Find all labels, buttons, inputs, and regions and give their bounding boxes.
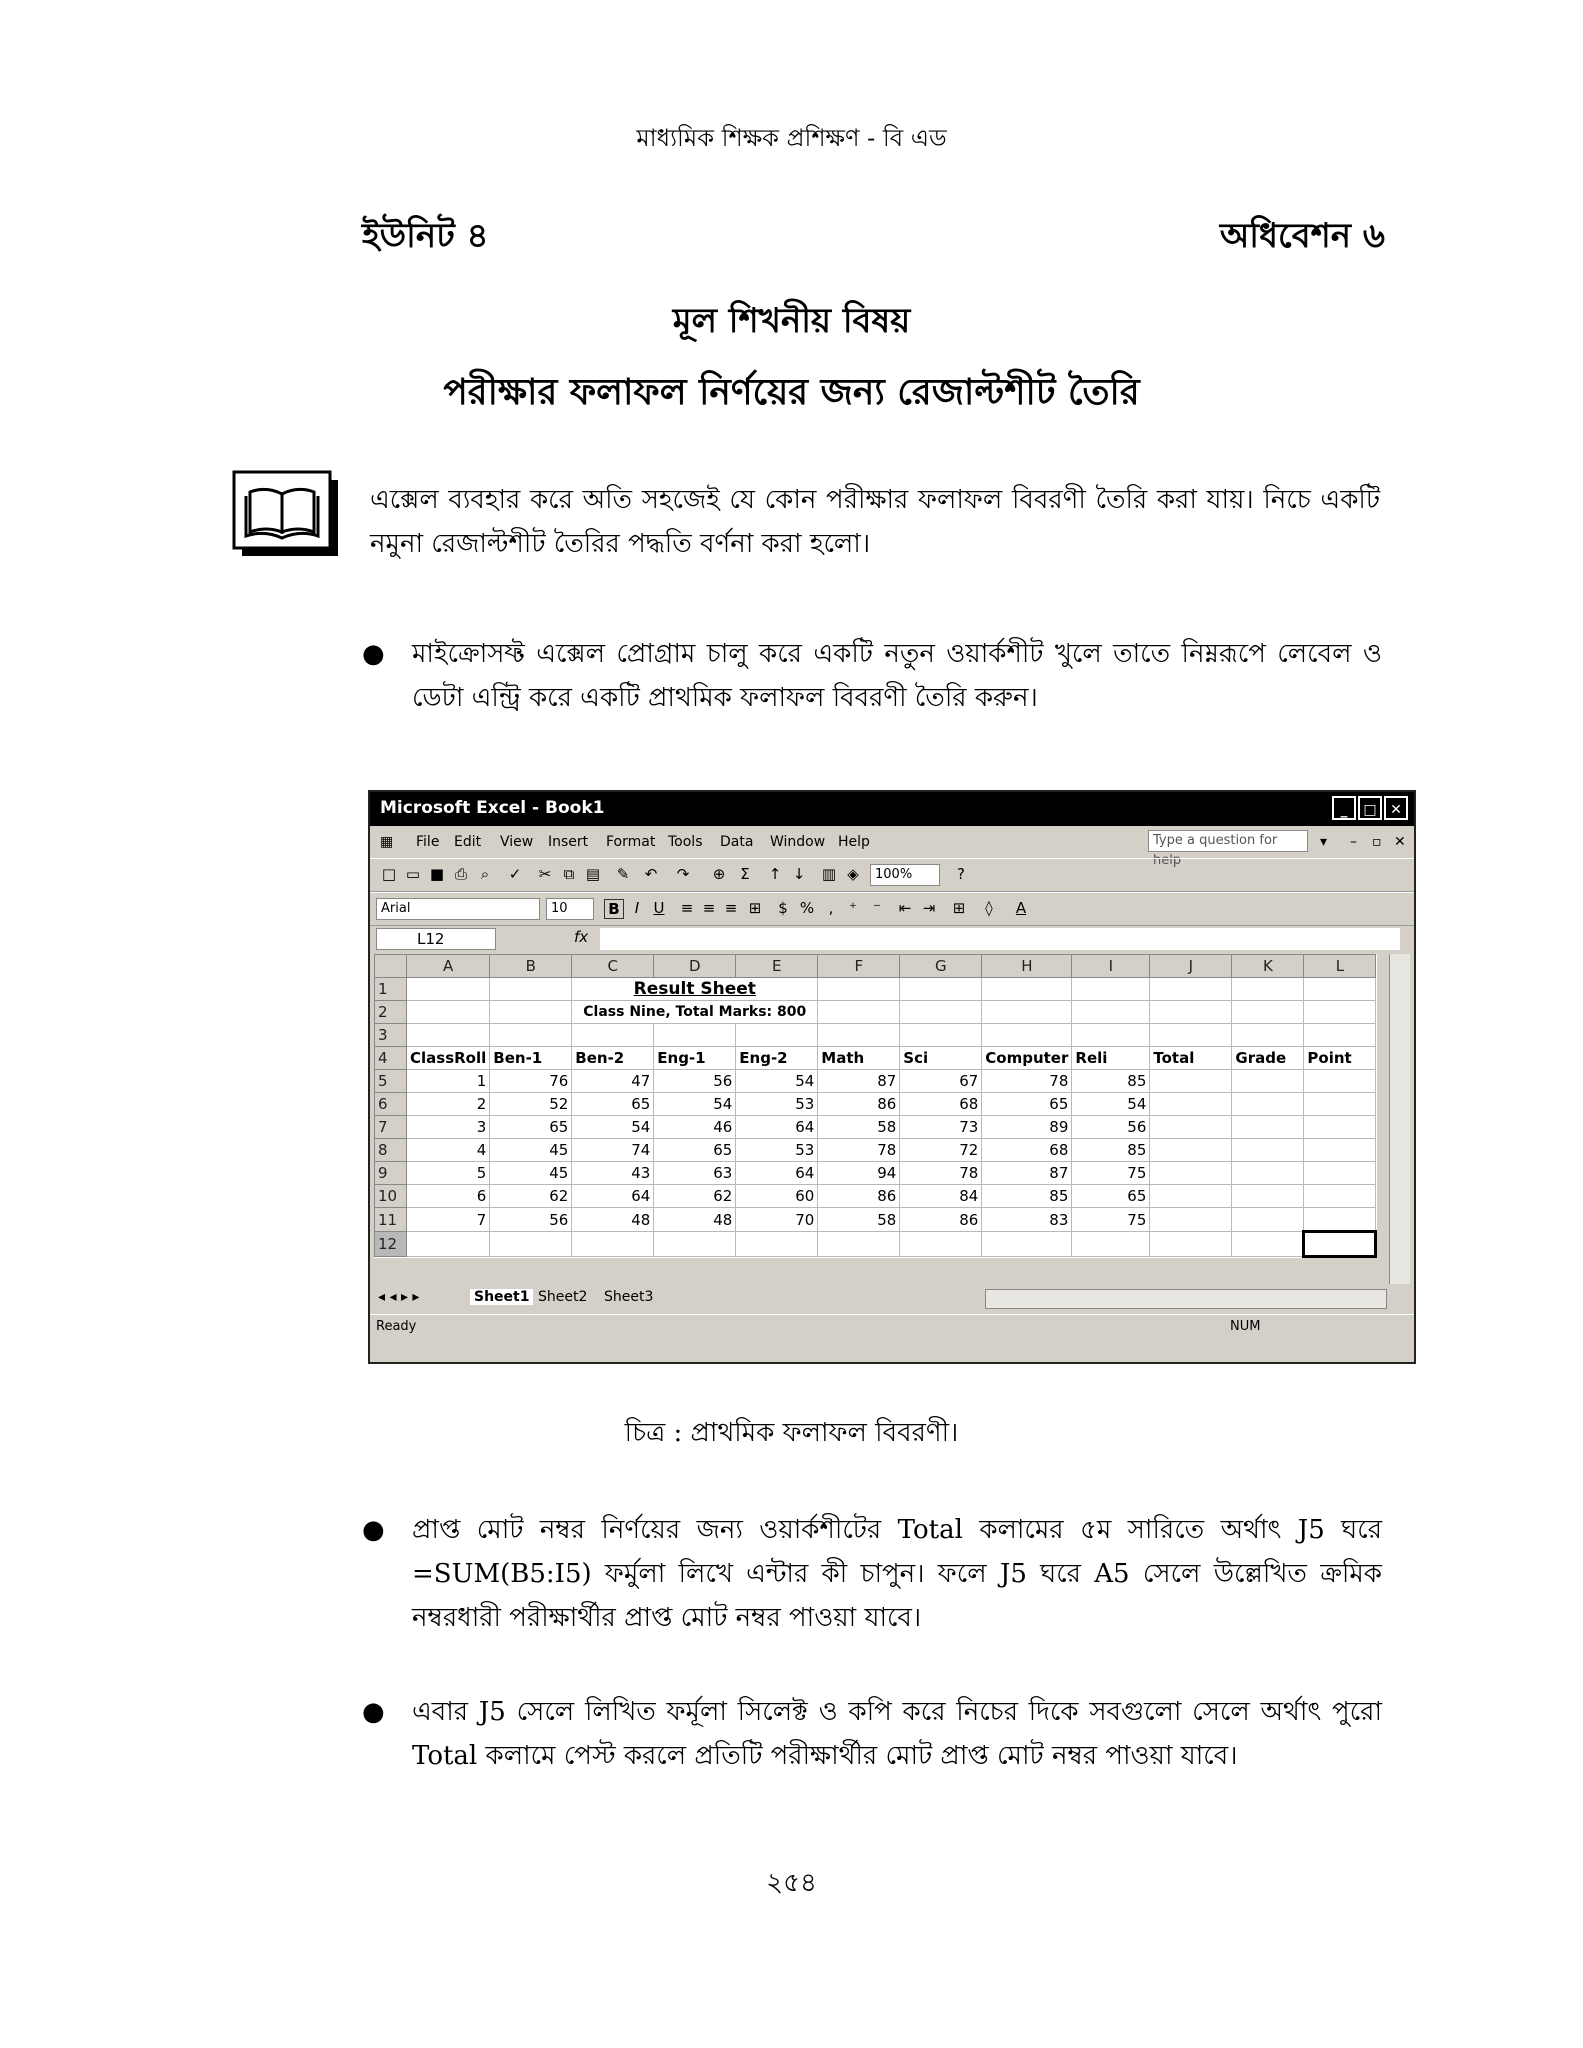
cell[interactable]: [1150, 1093, 1232, 1116]
excel-title: Microsoft Excel - Book1: [380, 798, 605, 818]
cell[interactable]: [900, 1024, 982, 1047]
cell[interactable]: [1304, 978, 1376, 1001]
comma-icon[interactable]: ,: [828, 899, 834, 917]
zoom-select[interactable]: 100%: [870, 864, 940, 886]
increase-decimal-icon[interactable]: ⁺: [849, 899, 857, 917]
cell[interactable]: [572, 1232, 654, 1257]
cell[interactable]: 53: [736, 1093, 818, 1116]
cell[interactable]: [1232, 1185, 1304, 1208]
menu-file[interactable]: File: [416, 834, 440, 850]
menu-data[interactable]: Data: [720, 834, 754, 850]
cell[interactable]: 74: [572, 1139, 654, 1162]
cell[interactable]: 5: [407, 1162, 490, 1185]
doc-restore-icon[interactable]: ▫: [1372, 834, 1382, 850]
cell[interactable]: 70: [736, 1208, 818, 1232]
font-select[interactable]: Arial: [376, 898, 540, 920]
cell[interactable]: [1150, 1070, 1232, 1093]
cell[interactable]: [1232, 1162, 1304, 1185]
cell[interactable]: [654, 1232, 736, 1257]
cell[interactable]: 2: [407, 1093, 490, 1116]
chart-icon[interactable]: ▥: [821, 865, 837, 883]
column-label-cell[interactable]: Reli: [1072, 1047, 1150, 1070]
cell[interactable]: 65: [572, 1093, 654, 1116]
status-bar: [370, 1314, 1414, 1339]
cell[interactable]: [490, 1232, 572, 1257]
menu-view[interactable]: View: [500, 834, 534, 850]
row-header[interactable]: 10: [375, 1185, 407, 1208]
tab-sheet3[interactable]: Sheet3: [604, 1289, 654, 1305]
font-size-select[interactable]: 10: [546, 898, 594, 920]
cell[interactable]: 45: [490, 1139, 572, 1162]
cell[interactable]: 56: [1072, 1116, 1150, 1139]
merge-center-icon[interactable]: ⊞: [748, 899, 762, 917]
print-icon[interactable]: ⎙: [454, 865, 467, 883]
cell[interactable]: 73: [900, 1116, 982, 1139]
cell[interactable]: 64: [736, 1162, 818, 1185]
session-label: অধিবেশন ৬: [1219, 216, 1385, 256]
hyperlink-icon[interactable]: ⊕: [712, 865, 726, 883]
excel-app-icon[interactable]: ▦: [380, 834, 394, 850]
open-icon[interactable]: ▭: [405, 865, 421, 883]
cell[interactable]: 63: [654, 1162, 736, 1185]
cell[interactable]: [982, 978, 1072, 1001]
row-header[interactable]: 8: [375, 1139, 407, 1162]
cell[interactable]: [1232, 1093, 1304, 1116]
cell[interactable]: 65: [654, 1139, 736, 1162]
cell[interactable]: [654, 1024, 736, 1047]
cell[interactable]: 7: [407, 1208, 490, 1232]
cell[interactable]: [818, 1232, 900, 1257]
bullet-text: প্রাপ্ত মোট নম্বর নির্ণয়ের জন্য ওয়ার্কশীটের Total কলামের ৫ম সারিতে অর্থাৎ J5 ঘরে =SUM(B5:I5) ফর্মুলা লিখে এন্টার কী চাপুন। ফলে J5 ঘরে A5 সেলে উল্লেখিত ক্রমিক নম্বরধারী পরীক্ষার্থীর প্রাপ্ত মোট নম্বর পাওয়া যাবে।: [412, 1515, 1382, 1633]
cell[interactable]: 54: [572, 1116, 654, 1139]
tab-sheet1[interactable]: Sheet1: [470, 1289, 533, 1305]
column-header[interactable]: D: [654, 955, 736, 978]
cell[interactable]: [1150, 1024, 1232, 1047]
cell[interactable]: 54: [1072, 1093, 1150, 1116]
formula-input[interactable]: [600, 928, 1400, 950]
tab-sheet2[interactable]: Sheet2: [538, 1289, 588, 1305]
cell[interactable]: 45: [490, 1162, 572, 1185]
cell[interactable]: 76: [490, 1070, 572, 1093]
cell[interactable]: 3: [407, 1116, 490, 1139]
cell[interactable]: 64: [572, 1185, 654, 1208]
cell[interactable]: [818, 1024, 900, 1047]
cell[interactable]: [1072, 1001, 1150, 1024]
bullet-item: [362, 632, 1382, 732]
autosum-icon[interactable]: Σ: [740, 865, 750, 883]
cell[interactable]: [407, 1001, 490, 1024]
cell[interactable]: 60: [736, 1185, 818, 1208]
page-title: পরীক্ষার ফলাফল নির্ণয়ের জন্য রেজাল্টশীট তৈরি: [443, 371, 1140, 413]
cell[interactable]: [1232, 1001, 1304, 1024]
font-color-icon[interactable]: A: [1015, 899, 1027, 917]
cell[interactable]: [1304, 1001, 1376, 1024]
row-header[interactable]: 11: [375, 1208, 407, 1232]
row-header[interactable]: 3: [375, 1024, 407, 1047]
cell[interactable]: [1150, 1139, 1232, 1162]
cell[interactable]: [1304, 1162, 1376, 1185]
cell[interactable]: 94: [818, 1162, 900, 1185]
vertical-scrollbar[interactable]: [1389, 954, 1410, 1284]
help-search-input[interactable]: Type a question for help: [1148, 830, 1308, 852]
cell[interactable]: 43: [572, 1162, 654, 1185]
standard-toolbar: [370, 858, 1414, 892]
topic-heading: মূল শিখনীয় বিষয়: [672, 301, 911, 341]
cell[interactable]: 68: [900, 1093, 982, 1116]
cell[interactable]: 65: [982, 1093, 1072, 1116]
unit-label: ইউনিট ৪: [362, 216, 489, 256]
align-left-icon[interactable]: ≡: [680, 899, 694, 917]
cell[interactable]: [407, 978, 490, 1001]
bullet-text: মাইক্রোসফ্ট এক্সেল প্রোগ্রাম চালু করে একটি নতুন ওয়ার্কশীট খুলে তাতে নিম্নরূপে লেবেল ও ডেটা এন্ট্রি করে একটি প্রাথমিক ফলাফল বিবরণী তৈরি করুন।: [412, 639, 1382, 713]
cell[interactable]: 75: [1072, 1162, 1150, 1185]
cut-icon[interactable]: ✂: [538, 865, 552, 883]
minimize-button[interactable]: _: [1332, 796, 1356, 820]
active-cell[interactable]: [1304, 1232, 1376, 1257]
menu-insert[interactable]: Insert: [548, 834, 589, 850]
name-box[interactable]: L12: [376, 928, 496, 950]
cell[interactable]: 89: [982, 1116, 1072, 1139]
cell[interactable]: 86: [818, 1185, 900, 1208]
cell[interactable]: [1232, 1116, 1304, 1139]
cell[interactable]: 85: [1072, 1070, 1150, 1093]
redo-icon[interactable]: ↷: [676, 865, 690, 883]
bullet-item: [362, 1690, 1382, 1790]
cell[interactable]: [900, 1001, 982, 1024]
bullet-item: [362, 1508, 1382, 1648]
cell[interactable]: [1150, 978, 1232, 1001]
row-header[interactable]: 9: [375, 1162, 407, 1185]
menu-window[interactable]: Window: [770, 834, 826, 850]
cell[interactable]: 78: [982, 1070, 1072, 1093]
cell[interactable]: [1072, 1024, 1150, 1047]
cell[interactable]: 56: [654, 1070, 736, 1093]
undo-icon[interactable]: ↶: [644, 865, 658, 883]
cell[interactable]: [490, 1001, 572, 1024]
cell[interactable]: [1150, 1116, 1232, 1139]
save-icon[interactable]: ■: [429, 865, 445, 883]
cell[interactable]: 78: [818, 1139, 900, 1162]
cell[interactable]: [1304, 1208, 1376, 1232]
cell[interactable]: [490, 1024, 572, 1047]
cell[interactable]: [982, 1232, 1072, 1257]
help-icon[interactable]: ?: [957, 865, 965, 883]
cell[interactable]: 87: [818, 1070, 900, 1093]
column-label-cell[interactable]: Point: [1304, 1047, 1376, 1070]
worksheet-grid: [374, 954, 1377, 1258]
cell[interactable]: 4: [407, 1139, 490, 1162]
menu-edit[interactable]: Edit: [454, 834, 482, 850]
cell[interactable]: [1150, 1232, 1232, 1257]
cell[interactable]: 48: [654, 1208, 736, 1232]
row-header[interactable]: 12: [375, 1232, 407, 1257]
cell[interactable]: [407, 1232, 490, 1257]
excel-titlebar: [370, 792, 1414, 826]
select-all-corner[interactable]: [375, 955, 407, 978]
column-header[interactable]: G: [900, 955, 982, 978]
cell[interactable]: 52: [490, 1093, 572, 1116]
cell[interactable]: [1304, 1070, 1376, 1093]
cell[interactable]: [1150, 1162, 1232, 1185]
percent-icon[interactable]: %: [799, 899, 815, 917]
row-header[interactable]: 7: [375, 1116, 407, 1139]
new-icon[interactable]: □: [381, 865, 397, 883]
maximize-button[interactable]: □: [1358, 796, 1382, 820]
close-button[interactable]: ✕: [1384, 796, 1408, 820]
column-header[interactable]: E: [736, 955, 818, 978]
drawing-icon[interactable]: ◈: [847, 865, 859, 883]
row-header[interactable]: 6: [375, 1093, 407, 1116]
cell[interactable]: 65: [1072, 1185, 1150, 1208]
horizontal-scrollbar[interactable]: [985, 1289, 1387, 1309]
doc-close-icon[interactable]: ✕: [1394, 834, 1406, 850]
status-text: Ready: [376, 1319, 417, 1334]
cell[interactable]: [1232, 1024, 1304, 1047]
copy-icon[interactable]: ⧉: [563, 865, 575, 883]
formatting-toolbar: [370, 892, 1414, 926]
cell[interactable]: 54: [736, 1070, 818, 1093]
column-header[interactable]: K: [1232, 955, 1304, 978]
cell[interactable]: [1304, 1116, 1376, 1139]
cell[interactable]: [982, 1024, 1072, 1047]
cell[interactable]: [1232, 978, 1304, 1001]
bold-icon[interactable]: B: [604, 899, 624, 919]
cell[interactable]: 68: [982, 1139, 1072, 1162]
column-label-cell[interactable]: Ben-2: [572, 1047, 654, 1070]
cell[interactable]: [982, 1001, 1072, 1024]
menu-format[interactable]: Format: [606, 834, 656, 850]
column-label-cell[interactable]: Eng-2: [736, 1047, 818, 1070]
column-label-cell[interactable]: Eng-1: [654, 1047, 736, 1070]
cell[interactable]: 48: [572, 1208, 654, 1232]
row-header[interactable]: 5: [375, 1070, 407, 1093]
column-header[interactable]: F: [818, 955, 900, 978]
cell[interactable]: [1150, 1208, 1232, 1232]
cell[interactable]: 85: [982, 1185, 1072, 1208]
column-header[interactable]: C: [572, 955, 654, 978]
tab-nav-icon[interactable]: ◂ ◂ ▸ ▸: [378, 1289, 420, 1305]
cell[interactable]: [1232, 1070, 1304, 1093]
cell[interactable]: 85: [1072, 1139, 1150, 1162]
column-header[interactable]: H: [982, 955, 1072, 978]
cell[interactable]: 64: [736, 1116, 818, 1139]
preview-icon[interactable]: ⌕: [480, 865, 490, 883]
cell[interactable]: 58: [818, 1116, 900, 1139]
column-label-cell[interactable]: Computer: [982, 1047, 1072, 1070]
column-label-cell[interactable]: Sci: [900, 1047, 982, 1070]
paste-icon[interactable]: ▤: [585, 865, 601, 883]
format-painter-icon[interactable]: ✎: [616, 865, 630, 883]
cell[interactable]: [1304, 1024, 1376, 1047]
cell[interactable]: 54: [654, 1093, 736, 1116]
cell[interactable]: [1072, 1232, 1150, 1257]
column-label-cell[interactable]: Ben-1: [490, 1047, 572, 1070]
cell[interactable]: 75: [1072, 1208, 1150, 1232]
bullet-dot: ●: [362, 639, 385, 669]
num-lock-indicator: NUM: [1230, 1319, 1261, 1334]
cell[interactable]: [818, 1001, 900, 1024]
intro-paragraph: এক্সেল ব্যবহার করে অতি সহজেই যে কোন পরীক্ষার ফলাফল বিবরণী তৈরি করা যায়। নিচে একটি নমুনা রেজাল্টশীট তৈরির পদ্ধতি বর্ণনা করা হলো।: [370, 485, 1380, 559]
column-label-cell[interactable]: ClassRoll: [407, 1047, 490, 1070]
spelling-icon[interactable]: ✓: [508, 865, 522, 883]
column-label-cell[interactable]: Total: [1150, 1047, 1232, 1070]
sheet-title-cell[interactable]: Result Sheet: [572, 978, 818, 1001]
cell[interactable]: [1072, 978, 1150, 1001]
cell[interactable]: 87: [982, 1162, 1072, 1185]
formula-bar: [370, 926, 1414, 952]
row-header[interactable]: 4: [375, 1047, 407, 1070]
column-header[interactable]: A: [407, 955, 490, 978]
column-header[interactable]: J: [1150, 955, 1232, 978]
cell[interactable]: 78: [900, 1162, 982, 1185]
running-header: মাধ্যমিক শিক্ষক প্রশিক্ষণ - বি এড: [636, 124, 947, 152]
bullet-dot: ●: [362, 1515, 385, 1545]
cell[interactable]: 47: [572, 1070, 654, 1093]
currency-icon[interactable]: $: [778, 899, 788, 917]
column-label-cell[interactable]: Grade: [1232, 1047, 1304, 1070]
cell[interactable]: 72: [900, 1139, 982, 1162]
cell[interactable]: [1304, 1093, 1376, 1116]
cell[interactable]: [1232, 1232, 1304, 1257]
book-icon: [232, 470, 342, 558]
cell[interactable]: [1232, 1139, 1304, 1162]
cell[interactable]: [1150, 1185, 1232, 1208]
figure-caption: চিত্র : প্রাথমিক ফলাফল বিবরণী।: [624, 1418, 959, 1448]
cell[interactable]: 86: [900, 1208, 982, 1232]
align-right-icon[interactable]: ≡: [724, 899, 738, 917]
fx-icon[interactable]: fx: [574, 928, 589, 946]
cell[interactable]: 62: [490, 1185, 572, 1208]
menu-help[interactable]: Help: [838, 834, 870, 850]
borders-icon[interactable]: ⊞: [952, 899, 966, 917]
decrease-indent-icon[interactable]: ⇤: [898, 899, 912, 917]
cell[interactable]: 53: [736, 1139, 818, 1162]
underline-icon[interactable]: U: [653, 899, 665, 917]
cell[interactable]: [1150, 1001, 1232, 1024]
cell[interactable]: 62: [654, 1185, 736, 1208]
excel-window: [368, 790, 1416, 1364]
cell[interactable]: [1232, 1208, 1304, 1232]
cell[interactable]: 58: [818, 1208, 900, 1232]
sheet-subtitle-cell[interactable]: Class Nine, Total Marks: 800: [572, 1001, 818, 1024]
menu-tools[interactable]: Tools: [668, 834, 703, 850]
column-header[interactable]: I: [1072, 955, 1150, 978]
dropdown-arrow-icon[interactable]: ▾: [1320, 834, 1328, 850]
decrease-decimal-icon[interactable]: ⁻: [873, 899, 881, 917]
cell[interactable]: [900, 1232, 982, 1257]
row-header[interactable]: 1: [375, 978, 407, 1001]
cell[interactable]: 6: [407, 1185, 490, 1208]
cell[interactable]: 67: [900, 1070, 982, 1093]
cell[interactable]: [900, 978, 982, 1001]
cell[interactable]: 56: [490, 1208, 572, 1232]
cell[interactable]: [736, 1232, 818, 1257]
cell[interactable]: [1304, 1185, 1376, 1208]
increase-indent-icon[interactable]: ⇥: [922, 899, 936, 917]
cell[interactable]: 1: [407, 1070, 490, 1093]
cell[interactable]: 86: [818, 1093, 900, 1116]
cell[interactable]: [407, 1024, 490, 1047]
column-label-cell[interactable]: Math: [818, 1047, 900, 1070]
column-header[interactable]: B: [490, 955, 572, 978]
align-center-icon[interactable]: ≡: [702, 899, 716, 917]
cell[interactable]: 65: [490, 1116, 572, 1139]
cell[interactable]: [572, 1024, 654, 1047]
row-header[interactable]: 2: [375, 1001, 407, 1024]
cell[interactable]: [818, 978, 900, 1001]
sort-ascending-icon[interactable]: ↑: [768, 865, 782, 883]
cell[interactable]: 46: [654, 1116, 736, 1139]
cell[interactable]: 83: [982, 1208, 1072, 1232]
italic-icon[interactable]: I: [634, 899, 640, 917]
bullet-dot: ●: [362, 1697, 385, 1727]
bullet-text: এবার J5 সেলে লিখিত ফর্মূলা সিলেক্ট ও কপি করে নিচের দিকে সবগুলো সেলে অর্থাৎ পুরো Total কলামে পেস্ট করলে প্রতিটি পরীক্ষার্থীর মোট প্রাপ্ত মোট নম্বর পাওয়া যাবে।: [412, 1697, 1382, 1771]
sort-descending-icon[interactable]: ↓: [792, 865, 806, 883]
cell[interactable]: 84: [900, 1185, 982, 1208]
fill-color-icon[interactable]: ◊: [985, 899, 993, 917]
cell[interactable]: [736, 1024, 818, 1047]
column-header[interactable]: L: [1304, 955, 1376, 978]
page-number: ২৫৪: [766, 1868, 817, 1898]
cell[interactable]: [1304, 1139, 1376, 1162]
doc-minimize-icon[interactable]: –: [1350, 834, 1357, 850]
cell[interactable]: [490, 978, 572, 1001]
